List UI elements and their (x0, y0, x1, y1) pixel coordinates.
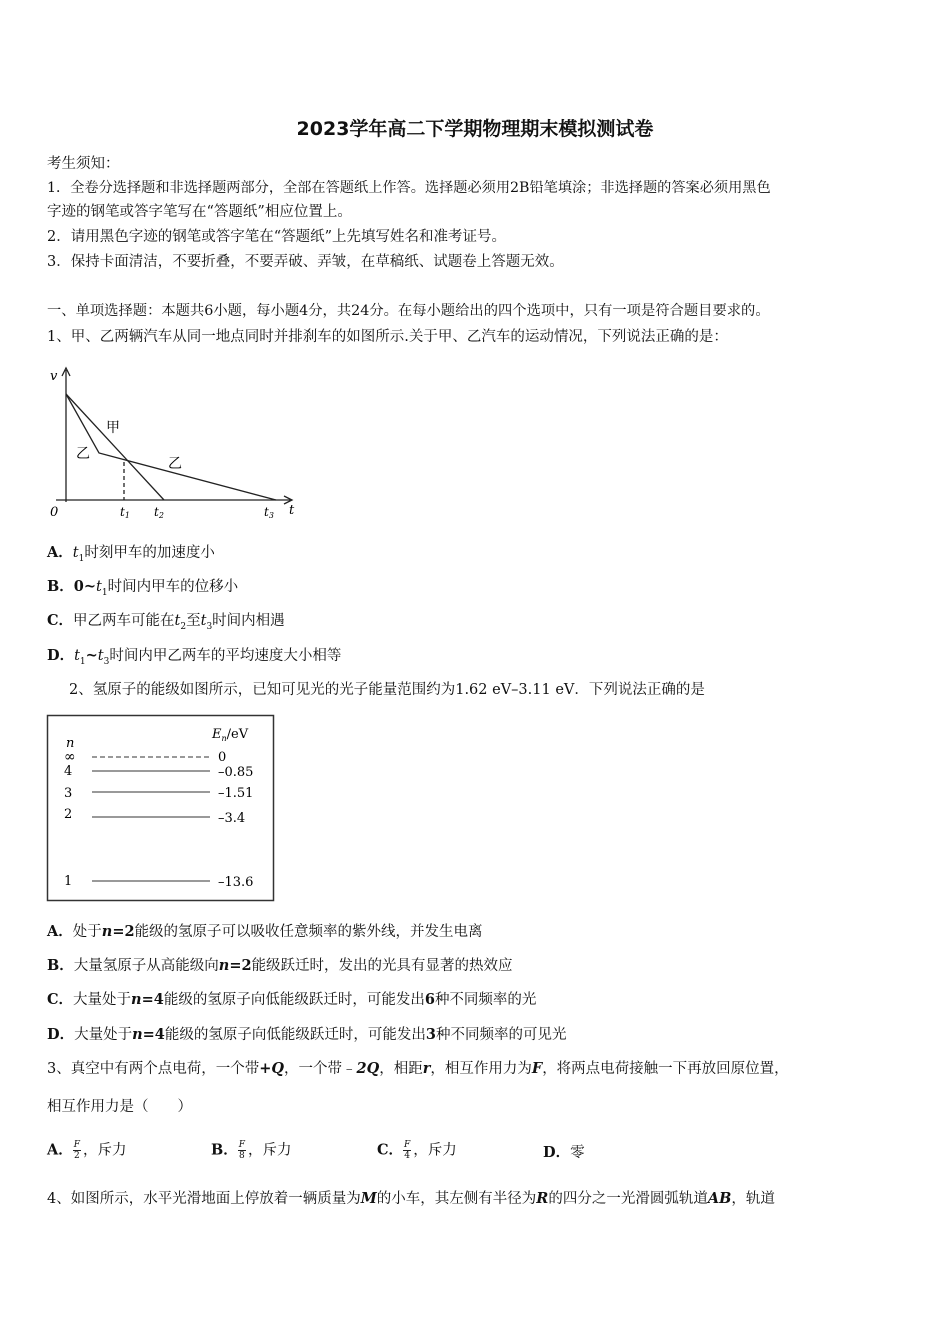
text-run: 大量处于 (74, 1027, 133, 1043)
energy-label: $E_n/eV$ (212, 727, 249, 743)
option-letter: A． (47, 544, 73, 561)
text-run: 4、如图所示，水平光滑地面上停放着一辆质量为 (47, 1191, 361, 1207)
notice-item: 2．请用黑色字迹的钢笔或答字笔在“答题纸”上先填写姓名和准考证号。 (47, 229, 507, 245)
section-heading: 一、单项选择题：本题共6小题，每小题4分，共24分。在每小题给出的四个选项中，只有一项是符合题目要求的。 (47, 303, 770, 319)
text-run: 的小车，其左侧有半径为 (376, 1191, 537, 1207)
text-run: ，轨道 (731, 1191, 775, 1207)
text-run: 时刻甲车的加速度小 (84, 545, 215, 561)
option-letter: A． (47, 923, 73, 940)
text-run: 3 (425, 1026, 436, 1043)
q2-option-b[interactable] (47, 956, 513, 976)
q1-option-b[interactable] (47, 577, 238, 603)
level-n: ∞ (64, 749, 76, 765)
notice-heading: 考生须知： (47, 156, 120, 172)
option-letter: C． (47, 991, 74, 1008)
text-run: ~ (85, 647, 98, 664)
text-run: t (74, 648, 80, 664)
text-run: =4 (142, 1026, 165, 1043)
q3-option-b[interactable]: B． $\frac{F}{8}$ ，斥力 (211, 1140, 292, 1161)
text-run: 时间内相遇 (212, 613, 285, 629)
text-run: 甲乙两车可能在 (73, 613, 175, 629)
text-run: 至 (186, 613, 201, 629)
text-run: AB (707, 1190, 732, 1207)
fraction: $\frac{F}{8}$ (238, 1140, 246, 1161)
label-yi-upper: 乙 (76, 446, 90, 462)
level-n: 2 (64, 807, 73, 822)
level-n: 1 (64, 874, 73, 889)
text-run: 种不同频率的光 (434, 992, 537, 1008)
q2-option-d[interactable] (47, 1025, 566, 1045)
text-run: n (101, 923, 113, 940)
level-energy: –13.6 (218, 875, 254, 890)
text-run: 大量氢原子从高能级向 (73, 958, 219, 974)
page-title: 2023学年高二下学期物理期末模拟测试卷 (296, 118, 654, 140)
option-letter: D． (47, 1026, 75, 1043)
q1-stem: 1、甲、乙两辆汽车从同一地点同时并排刹车的如图所示.关于甲、乙汽车的运动情况，下列说法正确的是： (47, 329, 728, 345)
t1-label: t1 (120, 505, 130, 520)
text-run: ，一个带﹣ (284, 1061, 357, 1077)
text-run: ，相互作用力为 (430, 1061, 532, 1077)
q2-option-c[interactable] (47, 990, 536, 1010)
text-run: 1 (78, 553, 85, 564)
q1-vt-graph (44, 364, 308, 524)
text-run: 1 (79, 656, 86, 667)
text-run: 能级的氢原子向低能级跃迁时，可能发出 (164, 1027, 426, 1043)
option-letter: B． (47, 578, 74, 595)
q1-option-a[interactable] (47, 543, 215, 569)
text-run: ，相距 (379, 1061, 423, 1077)
text-run: t (72, 545, 79, 561)
text-run: n (218, 957, 230, 974)
text-run: 3 (206, 621, 213, 632)
text-run: r (422, 1060, 431, 1077)
text-run: M (360, 1190, 377, 1207)
text-run: 2Q (356, 1060, 380, 1077)
q1-option-c[interactable] (47, 611, 285, 637)
q3-option-a[interactable]: A． $\frac{F}{2}$ ，斥力 (47, 1140, 127, 1161)
text-run: 3、真空中有两个点电荷，一个带 (47, 1061, 260, 1077)
option-letter: C． (47, 612, 74, 629)
text-run: 种不同频率的可见光 (435, 1027, 567, 1043)
text-run: 3 (103, 656, 110, 667)
notice-item: 3．保持卡面清洁，不要折叠，不要弄破、弄皱，在草稿纸、试题卷上答题无效。 (47, 254, 564, 270)
text-run: 处于 (72, 924, 102, 940)
fraction: $\frac{F}{4}$ (404, 1140, 411, 1161)
level-energy: –0.85 (218, 765, 254, 780)
text-run: 的四分之一光滑圆弧轨道 (548, 1191, 708, 1207)
line-yi (66, 394, 276, 500)
t-axis-label: t (289, 503, 295, 518)
text-run: 0~ (73, 578, 97, 595)
q3-option-d[interactable]: D．零 (543, 1144, 585, 1161)
text-run: n (131, 991, 142, 1008)
text-run: 6 (424, 991, 435, 1008)
text-run: 能级的氢原子向低能级跃迁时，可能发出 (163, 992, 425, 1008)
notice-item: 字迹的钢笔或答字笔写在“答题纸”相应位置上。 (47, 204, 352, 220)
level-n: 3 (64, 786, 73, 801)
q2-stem: 2、氢原子的能级如图所示，已知可见光的光子能量范围约为1.62 eV–3.11 eV．下列说法正确的是 (69, 682, 705, 698)
t2-label: t2 (154, 505, 164, 520)
text-run: t (174, 613, 181, 629)
text-run: =2 (112, 923, 135, 940)
label-jia: 甲 (106, 420, 120, 436)
text-run: 能级跃迁时，发出的光具有显著的热效应 (251, 958, 513, 974)
text-run: +Q (259, 1060, 285, 1077)
q4-stem (47, 1189, 775, 1209)
option-letter: B． (47, 957, 74, 974)
text-run: =4 (141, 991, 164, 1008)
level-n: 4 (64, 764, 73, 779)
text-run: 时间内甲车的位移小 (107, 579, 239, 595)
text-run: t (200, 613, 207, 629)
text-run: t (96, 579, 102, 595)
level-energy: –1.51 (218, 786, 254, 801)
text-run: 时间内甲乙两车的平均速度大小相等 (109, 648, 342, 664)
text-run: 大量处于 (73, 992, 132, 1008)
q1-option-d[interactable] (47, 646, 341, 672)
q3-option-c[interactable]: C． $\frac{F}{4}$ ，斥力 (377, 1140, 457, 1161)
text-run: 能级的氢原子可以吸收任意频率的紫外线，并发生电离 (134, 924, 483, 940)
q3-stem-line2: 相互作用力是（ ） (47, 1099, 192, 1115)
text-run: =2 (229, 957, 252, 974)
level-energy: –3.4 (218, 811, 246, 826)
v-axis-label: v (50, 369, 58, 384)
text-run: 1 (101, 587, 108, 598)
t3-label: t3 (264, 505, 274, 520)
q2-energy-level-diagram (46, 714, 276, 904)
text-run: 2 (180, 621, 187, 632)
diagram-frame (48, 716, 274, 901)
text-run: n (132, 1026, 143, 1043)
n-label: n (66, 736, 75, 751)
text-run: t (97, 648, 104, 664)
text-run: R (536, 1190, 549, 1207)
notice-item: 1．全卷分选择题和非选择题两部分，全部在答题纸上作答。选择题必须用2B铅笔填涂；非选择题的答案必须用黑色 (47, 180, 771, 196)
option-letter: D． (47, 647, 75, 664)
level-energy: 0 (218, 750, 227, 765)
fraction: $\frac{F}{2}$ (73, 1140, 81, 1161)
origin-label: 0 (50, 505, 59, 520)
q2-option-a[interactable] (47, 922, 483, 942)
q3-stem-line1 (47, 1059, 789, 1079)
text-run: F (531, 1060, 543, 1077)
text-run: ，将两点电荷接触一下再放回原位置， (542, 1061, 789, 1077)
label-yi-lower: 乙 (168, 456, 182, 472)
